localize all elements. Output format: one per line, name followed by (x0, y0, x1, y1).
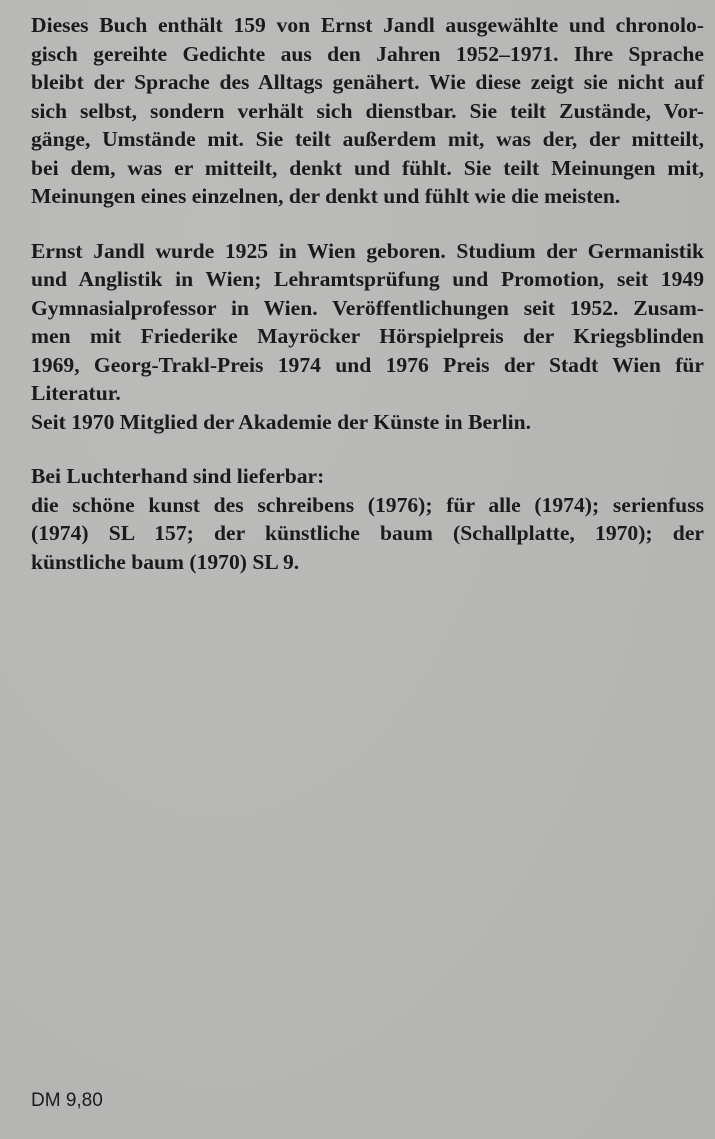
text-line: gänge, Umstände mit. Sie teilt außerdem mit, was der, der mitteilt, (31, 127, 704, 151)
available-titles-heading: Bei Luchterhand sind lieferbar: (31, 464, 325, 488)
text-line: (1974) SL 157; der künstliche baum (Schallplatte, 1970); der (31, 521, 704, 545)
text-line: Ernst Jandl wurde 1925 in Wien geboren. Studium der Germanistik (31, 238, 704, 263)
blurb-text-block (31, 11, 704, 576)
text-line: sich selbst, sondern verhält sich dienstbar. Sie teilt Zustände, Vor- (31, 98, 704, 123)
text-line: Dieses Buch enthält 159 von Ernst Jandl ausgewählte und chronolo- (31, 13, 704, 37)
text-line: gisch gereihte Gedichte aus den Jahren 1952–1971. Ihre Sprache (31, 41, 704, 66)
text-line: künstliche baum (1970) SL 9. (31, 549, 300, 574)
text-line: Seit 1970 Mitglied der Akademie der Künste in Berlin. (31, 409, 532, 434)
price-label: DM 9,80 (31, 1090, 103, 1111)
text-line: Meinungen eines einzelnen, der denkt und fühlt wie die meisten. (31, 184, 621, 208)
text-line: die schöne kunst des schreibens (1976); für alle (1974); serienfuss (31, 492, 704, 517)
text-line: und Anglistik in Wien; Lehramtsprüfung und Promotion, seit 1949 (31, 267, 704, 291)
text-line: Literatur. (31, 381, 121, 405)
text-line: bleibt der Sprache des Alltags genähert. Wie diese zeigt sie nicht auf (31, 70, 704, 94)
text-line: men mit Friederike Mayröcker Hörspielpreis der Kriegsblinden (31, 324, 704, 348)
author-bio-paragraph (31, 237, 704, 437)
available-titles-paragraph (31, 462, 704, 576)
text-line: 1969, Georg-Trakl-Preis 1974 und 1976 Preis der Stadt Wien für (31, 352, 704, 377)
text-line: bei dem, was er mitteilt, denkt und fühlt. Sie teilt Meinungen mit, (31, 155, 704, 180)
text-line: Gymnasialprofessor in Wien. Veröffentlichungen seit 1952. Zusam- (31, 295, 704, 320)
description-paragraph (31, 11, 704, 211)
